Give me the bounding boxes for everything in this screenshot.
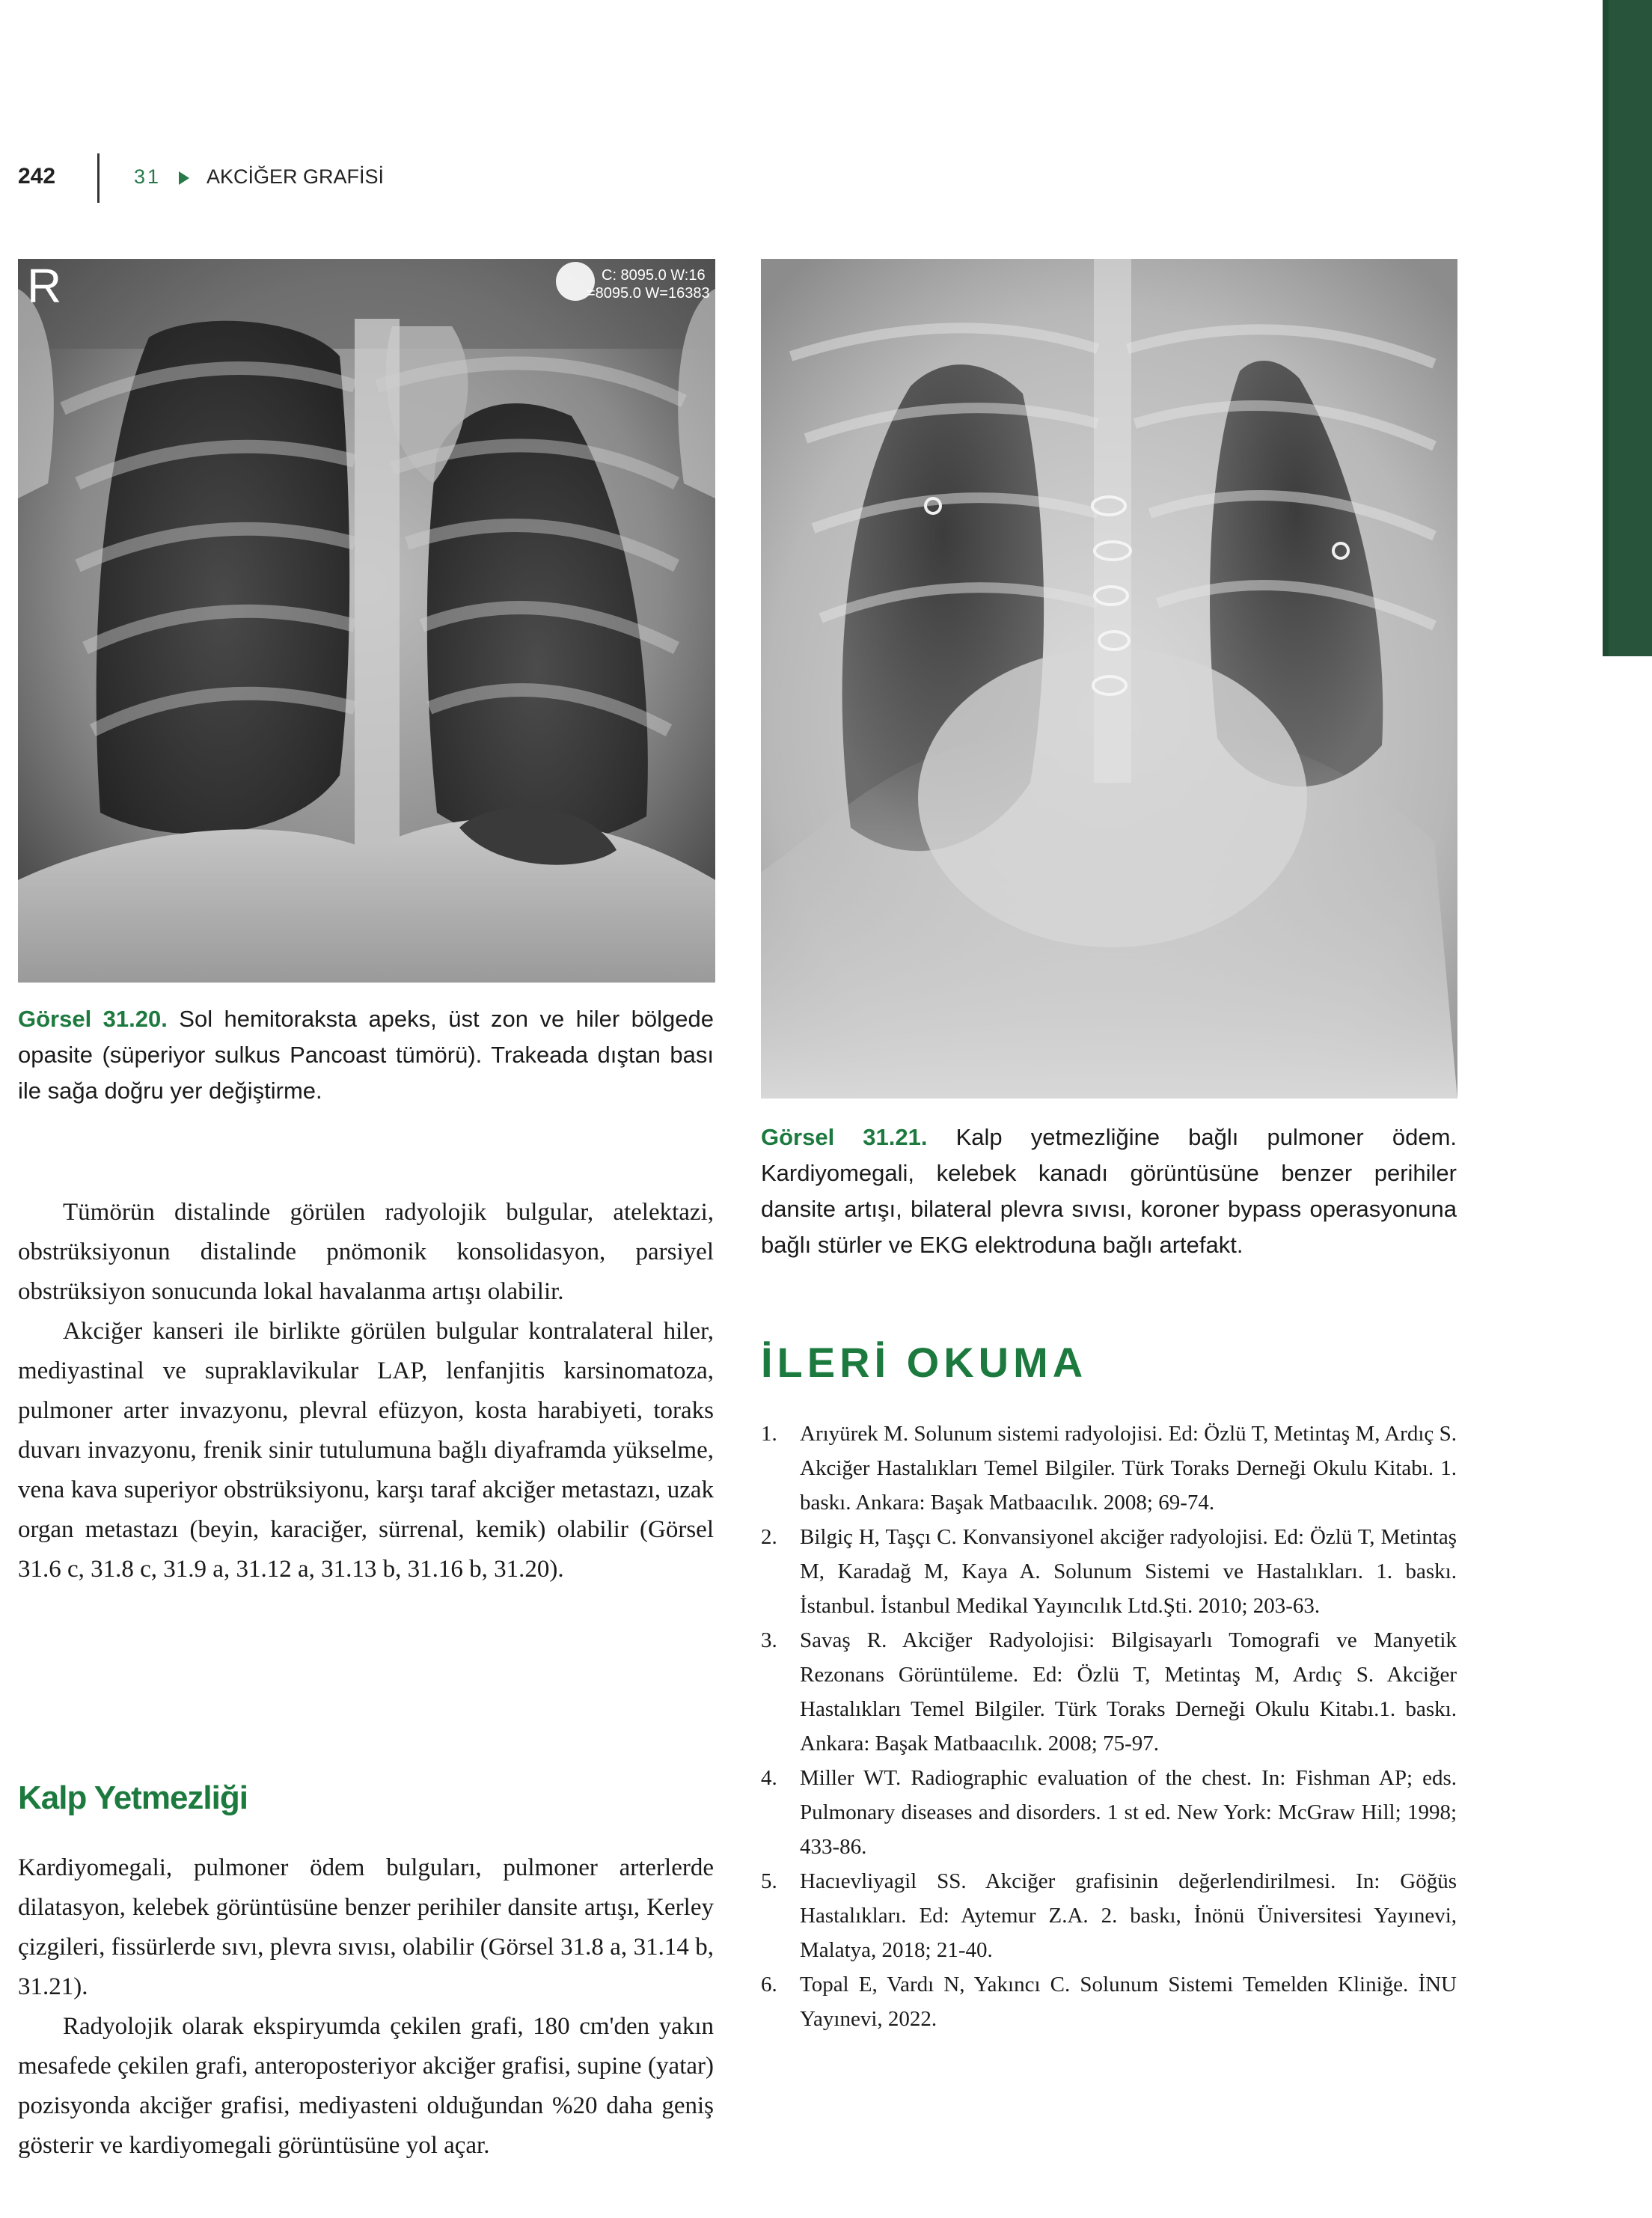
- section-heading: Kalp Yetmezliği: [18, 1779, 248, 1816]
- reference-text: Topal E, Vardı N, Yakıncı C. Solunum Sistemi Temelden Kliniğe. İNU Yayınevi, 2022.: [800, 1973, 1457, 2031]
- further-reading-heading: İLERİ OKUMA: [761, 1339, 1088, 1386]
- chapter-number: 31: [134, 165, 162, 188]
- reference-item: [761, 1520, 1457, 1623]
- xray-overlay-text-1: C: 8095.0 W:16: [602, 267, 706, 284]
- caption-text: Kalp yetmezliğine bağlı pulmoner ödem. Kardiyomegali, kelebek kanadı görüntüsüne benzer perihiler dansite artışı, bilateral plevra sıvısı, koroner bypass operasyonuna bağlı stürler ve EKG elektroduna bağlı artefakt.: [761, 1124, 1457, 1258]
- chapter-title: AKCİĞER GRAFİSİ: [206, 165, 385, 188]
- reference-text: Savaş R. Akciğer Radyolojisi: Bilgisayarlı Tomografi ve Manyetik Rezonans Görüntüleme. Ed: Özlü T, Metintaş M, Ardıç S. Akciğer Hastalıkları Temel Bilgiler. Türk Toraks Derneği Okulu Kitabı.1. baskı. Ankara: Başak Matbaacılık. 2008; 75-97.: [800, 1628, 1457, 1756]
- reference-item: [761, 1864, 1457, 1967]
- paragraph: Akciğer kanseri ile birlikte görülen bulgular kontralateral hiler, mediyastinal ve supraklavikular LAP, lenfanjitis karsinomatoza, pulmoner arter invazyonu, plevral efüzyon, kosta harabiyeti, toraks duvarı invazyonu, frenik sinir tutulumuna bağlı diyaframda yükselme, vena kava superiyor obstrüksiyonu, karşı taraf akciğer metastazı, uzak organ metastazı (beyin, karaciğer, sürrenal, kemik) olabilir (Görsel 31.6 c, 31.8 c, 31.9 a, 31.12 a, 31.13 b, 31.16 b, 31.20).: [18, 1318, 714, 1583]
- paragraph: Kardiyomegali, pulmoner ödem bulguları, pulmoner arterlerde dilatasyon, kelebek görüntüsüne benzer perihiler dansite artışı, Kerley çizgileri, fissürlerde sıvı, plevra sıvısı, olabilir (Görsel 31.8 a, 31.14 b, 31.21).: [18, 1854, 714, 2000]
- reference-item: [761, 1761, 1457, 1864]
- paragraph: Radyolojik olarak ekspiryumda çekilen grafi, 180 cm'den yakın mesafede çekilen grafi, anteroposteriyor akciğer grafisi, supine (yatar) pozisyonda akciğer grafisi, mediyasteni olduğundan %20 daha geniş gösterir ve kardiyomegali görüntüsüne yol açar.: [18, 2013, 714, 2159]
- reference-number: 2.: [761, 1525, 777, 1549]
- reference-number: 4.: [761, 1766, 777, 1790]
- xray-image-pulmonary-edema: [761, 259, 1457, 1099]
- body-text-heart-failure: [18, 1848, 714, 2166]
- reference-item: [761, 1967, 1457, 2036]
- figure-caption-31-20: [18, 1001, 714, 1109]
- caption-label: Görsel 31.20.: [18, 1006, 168, 1032]
- reference-list: [761, 1417, 1457, 2036]
- page-number: 242: [18, 164, 56, 189]
- reference-text: Hacıevliyagil SS. Akciğer grafisinin değerlendirilmesi. In: Göğüs Hastalıkları. Ed: Aytemur Z.A. 2. baskı, İnönü Üniversitesi Yayınevi, Malatya, 2018; 21-40.: [800, 1869, 1457, 1962]
- figure-caption-31-21: [761, 1119, 1457, 1263]
- body-text-tumor: [18, 1193, 714, 1589]
- xray-image-pancoast: [18, 259, 715, 983]
- chapter-arrow-icon: [179, 171, 189, 185]
- reference-text: Arıyürek M. Solunum sistemi radyolojisi. Ed: Özlü T, Metintaş M, Ardıç S. Akciğer Hastalıkları Temel Bilgiler. Türk Toraks Derneği Okulu Kitabı. 1. baskı. Ankara: Başak Matbaacılık. 2008; 69-74.: [800, 1422, 1457, 1515]
- reference-text: Miller WT. Radiographic evaluation of the chest. In: Fishman AP; eds. Pulmonary diseases and disorders. 1 st ed. New York: McGraw Hill; 1998; 433-86.: [800, 1766, 1457, 1859]
- reference-number: 6.: [761, 1973, 777, 1996]
- xray-overlay-text-2: =8095.0 W=16383: [587, 285, 710, 302]
- reference-number: 1.: [761, 1422, 777, 1446]
- page-header: [18, 153, 691, 206]
- chapter-color-tab: [1603, 0, 1652, 656]
- reference-text: Bilgiç H, Taşçı C. Konvansiyonel akciğer radyolojisi. Ed: Özlü T, Metintaş M, Karadağ M, Kaya A. Solunum Sistemi ve Hastalıkları. 1. baskı. İstanbul. İstanbul Medikal Yayıncılık Ltd.Şti. 2010; 203-63.: [800, 1525, 1457, 1618]
- reference-item: [761, 1623, 1457, 1761]
- paragraph: Tümörün distalinde görülen radyolojik bulgular, atelektazi, obstrüksiyonun distalinde pnömonik konsolidasyon, parsiyel obstrüksiyon sonucunda lokal havalanma artışı olabilir.: [18, 1199, 714, 1305]
- caption-label: Görsel 31.21.: [761, 1124, 928, 1150]
- reference-number: 5.: [761, 1869, 777, 1893]
- reference-item: [761, 1417, 1457, 1520]
- xray-orientation-letter: R: [27, 259, 62, 313]
- caption-text: Sol hemitoraksta apeks, üst zon ve hiler bölgede opasite (süperiyor sulkus Pancoast tümörü). Trakeada dıştan bası ile sağa doğru yer değiştirme.: [18, 1006, 714, 1104]
- reference-number: 3.: [761, 1628, 777, 1652]
- header-divider: [97, 153, 100, 203]
